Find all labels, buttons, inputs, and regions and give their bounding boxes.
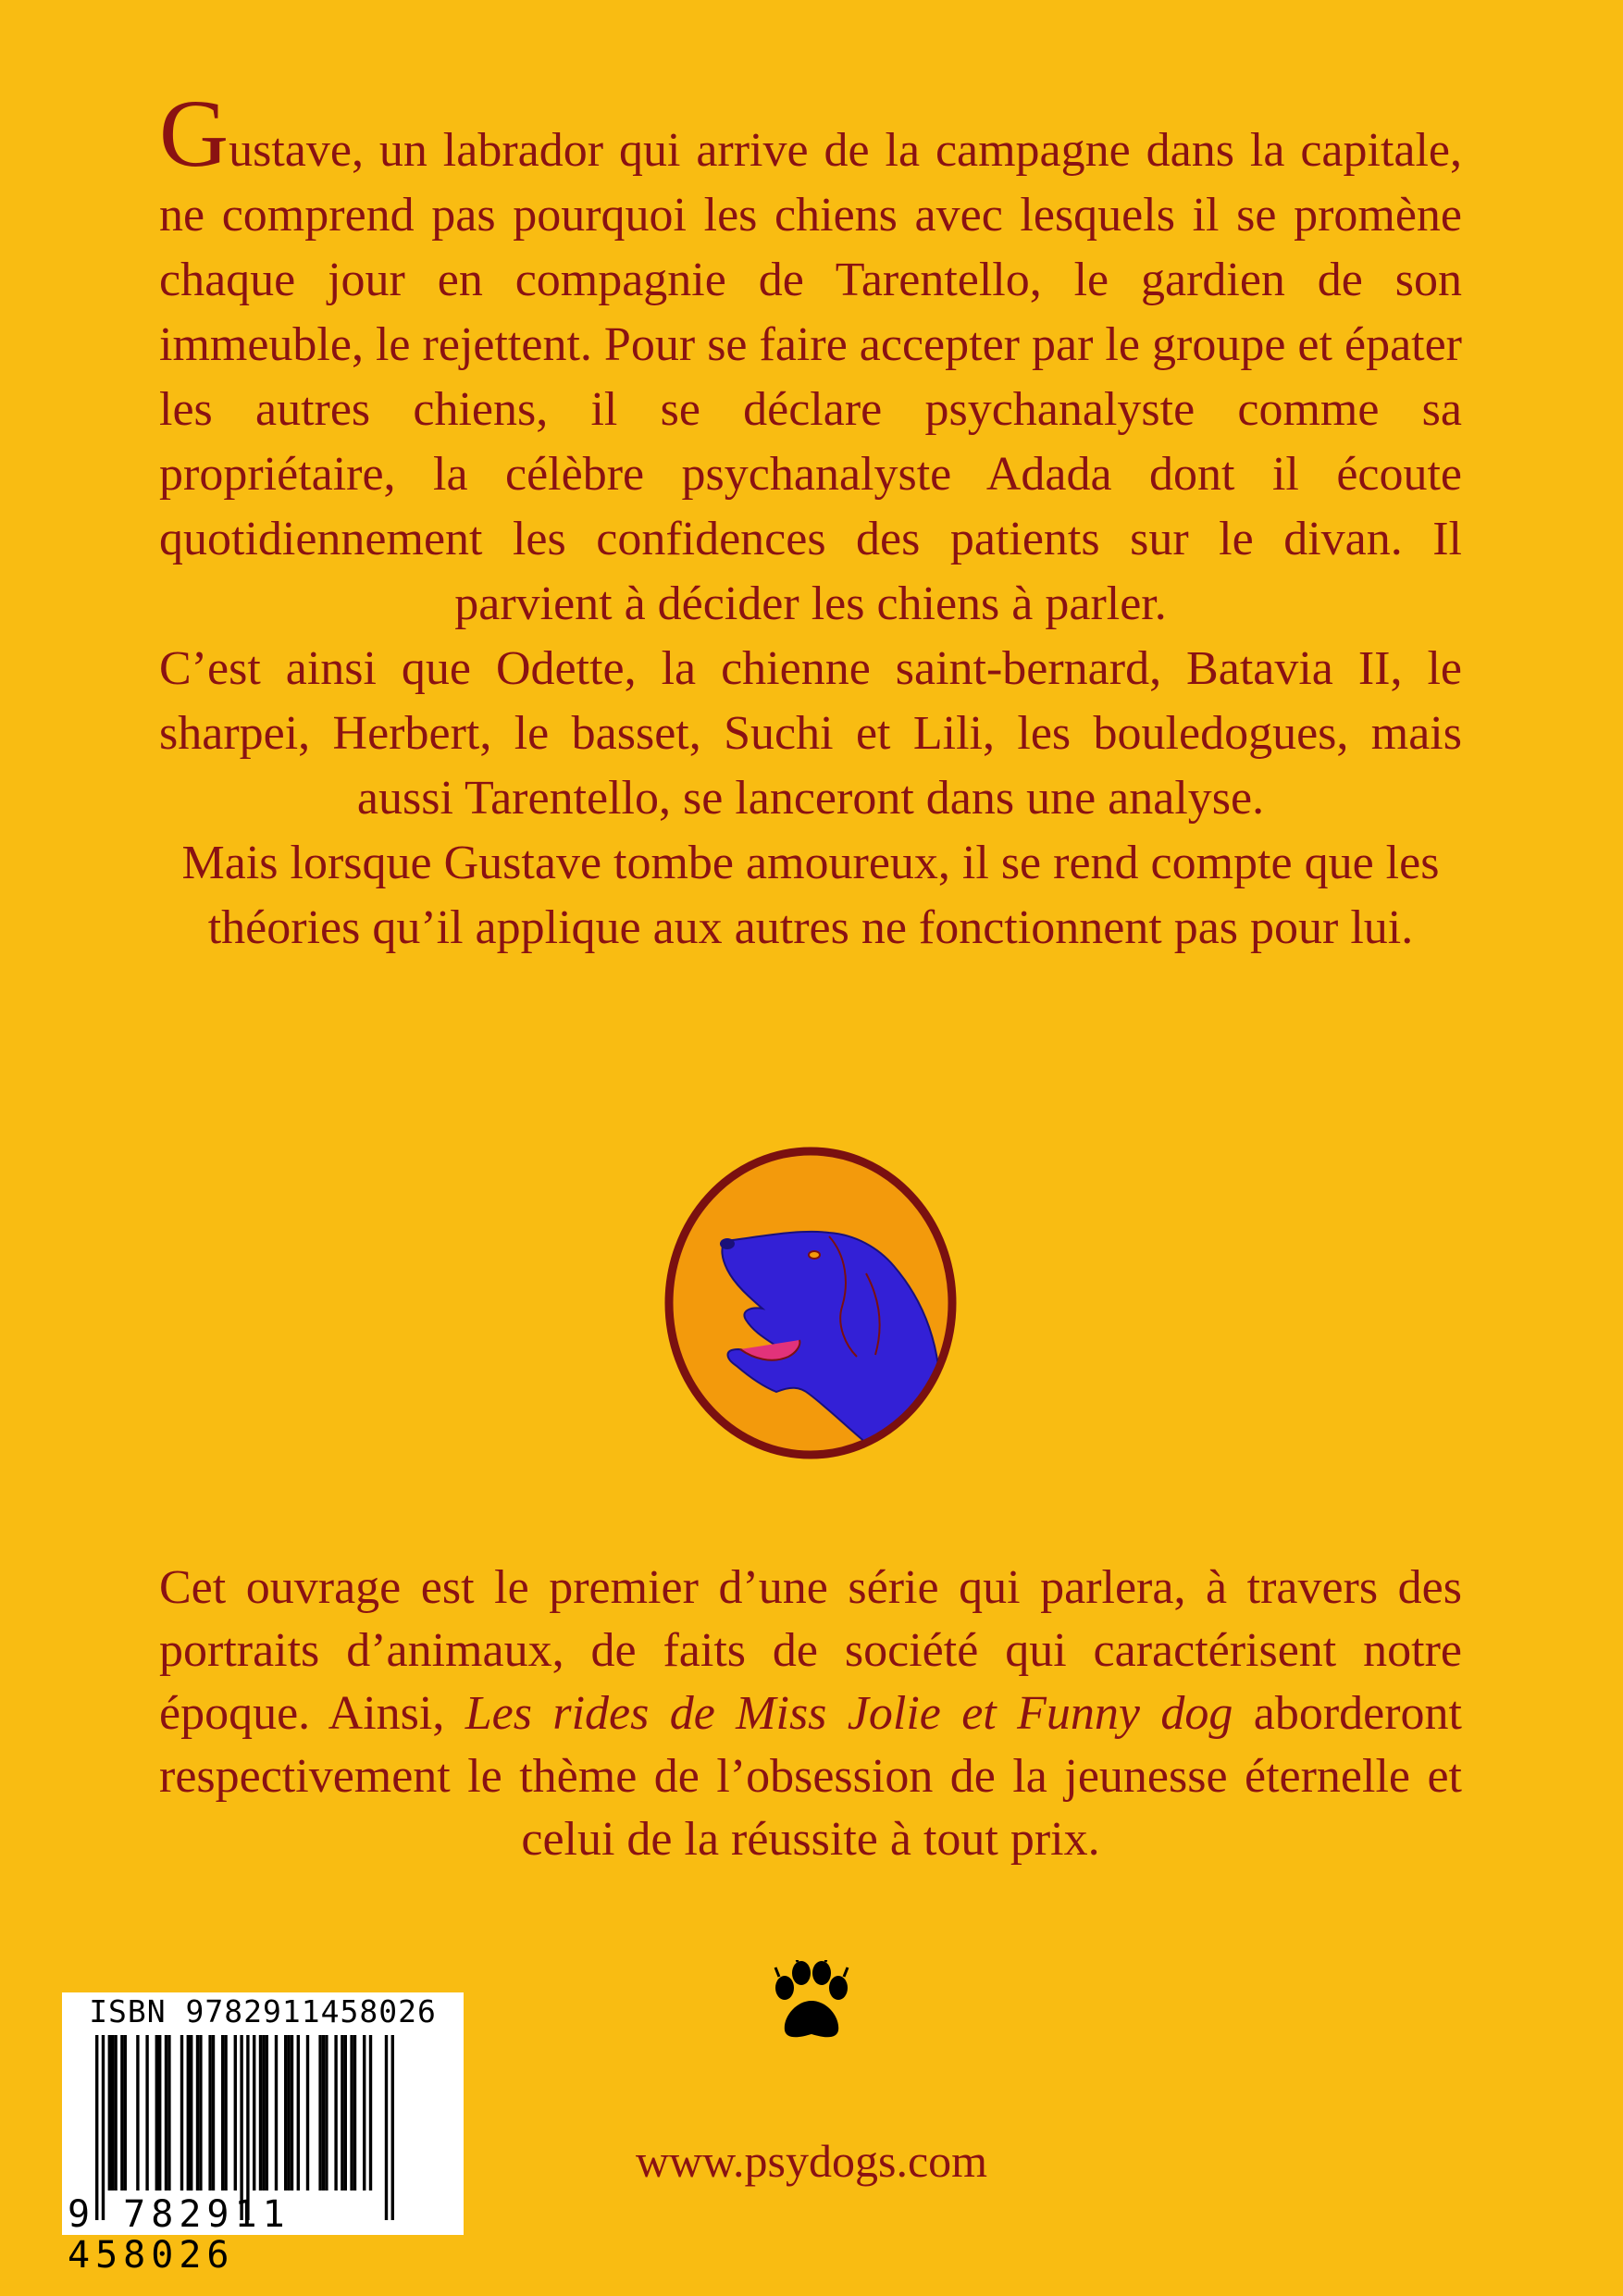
barcode-bar <box>120 2035 123 2191</box>
barcode-bar <box>208 2035 211 2191</box>
barcode-bar <box>322 2035 325 2191</box>
isbn-label: ISBN 9782911458026 <box>89 1993 437 2029</box>
blurb-paragraph-2: C’est ainsi que Odette, la chienne saint-bernard, Batavia II, le sharpei, Herbert, le basset, Suchi et Lili, les bouledogues, mais aussi Tarentello, se lanceront dans une analyse. <box>159 642 1462 825</box>
barcode-guard-bar <box>240 2035 242 2220</box>
barcode-bar <box>266 2035 268 2191</box>
isbn-digits: 9 782911 458026 <box>68 2193 291 2277</box>
barcode-bar <box>350 2035 353 2191</box>
series-paragraph <box>159 1557 1462 1871</box>
barcode-bar <box>353 2035 356 2191</box>
barcode-bar <box>155 2035 158 2191</box>
barcode-bar <box>114 2035 117 2191</box>
barcode-bar <box>187 2035 190 2191</box>
barcode-bar <box>306 2035 309 2191</box>
barcode-guard-bar <box>95 2035 98 2220</box>
blurb <box>159 81 1462 961</box>
series-text-before: Cet ouvrage est le premier d’une série qui parlera, à travers des portraits d’animaux, de faits de société qui caractérisent notre époque. Ainsi, <box>159 1561 1462 1740</box>
barcode-bar <box>212 2035 215 2191</box>
barcode-bar <box>165 2035 167 2191</box>
barcode-bar <box>291 2035 293 2191</box>
barcode-bar <box>108 2035 111 2191</box>
drop-cap: G <box>159 81 229 187</box>
barcode-bar <box>334 2035 337 2191</box>
barcode-bar <box>180 2035 183 2191</box>
barcode-bar <box>284 2035 287 2191</box>
barcode-bar <box>136 2035 139 2191</box>
barcode-bar <box>297 2035 300 2191</box>
barcode-bar <box>190 2035 192 2191</box>
barcode-guard-bar <box>391 2035 394 2220</box>
barcode-bar <box>124 2035 127 2191</box>
barcode-bar <box>158 2035 161 2191</box>
barcode-bar <box>145 2035 148 2191</box>
dog-portrait <box>661 1144 960 1462</box>
barcode-bar <box>234 2035 237 2191</box>
barcode-guard-bar <box>102 2035 105 2220</box>
barcode-bar <box>196 2035 199 2191</box>
barcode-bar <box>363 2035 365 2191</box>
blurb-paragraph-1-text: ustave, un labrador qui arrive de la campagne dans la capitale, ne comprend pas pourquoi les chiens avec lesquels il se promène chaque jour en compagnie de Tarentello, le gardien de son immeuble, le rejettent. Pour se faire accepter par le groupe et épater les autres chiens, il se déclare psychanalyste comme sa propriétaire, la célèbre psychanalyste Adada dont il écoute quotidiennement les confidences des patients sur le divan. Il parvient à décider les chiens à parler. <box>159 124 1462 630</box>
series-titles: Les rides de Miss Jolie et Funny dog <box>465 1687 1233 1740</box>
barcode-bar <box>221 2035 224 2191</box>
barcode-bar <box>341 2035 343 2191</box>
series-text-after: aborderont respectivement le thème de l’obsession de la jeunesse éternelle et celui de la réussite à tout prix. <box>159 1687 1462 1866</box>
barcode-bar <box>318 2035 321 2191</box>
isbn-barcode <box>62 1992 464 2277</box>
barcode-bar <box>259 2035 262 2191</box>
barcode-bar <box>167 2035 170 2191</box>
blurb-paragraph-3: Mais lorsque Gustave tombe amoureux, il se rend compte que les théories qu’il applique aux autres ne fonctionnent pas pour lui. <box>181 837 1440 954</box>
blurb-paragraph-1 <box>159 81 1462 637</box>
paw-print-icon <box>772 1960 851 2042</box>
barcode-bar <box>325 2035 328 2191</box>
barcode-guard-bar <box>385 2035 388 2220</box>
barcode-bar <box>253 2035 255 2191</box>
barcode-bar <box>344 2035 347 2191</box>
barcode-bar <box>287 2035 290 2191</box>
website-url[interactable]: www.psydogs.com <box>635 2135 988 2187</box>
barcode-bar <box>199 2035 202 2191</box>
barcode-guard-bar <box>246 2035 249 2220</box>
barcode-bar <box>262 2035 265 2191</box>
barcode-bar <box>369 2035 372 2191</box>
barcode-bar <box>275 2035 278 2191</box>
barcode-bar <box>224 2035 227 2191</box>
barcode-bar <box>111 2035 114 2191</box>
